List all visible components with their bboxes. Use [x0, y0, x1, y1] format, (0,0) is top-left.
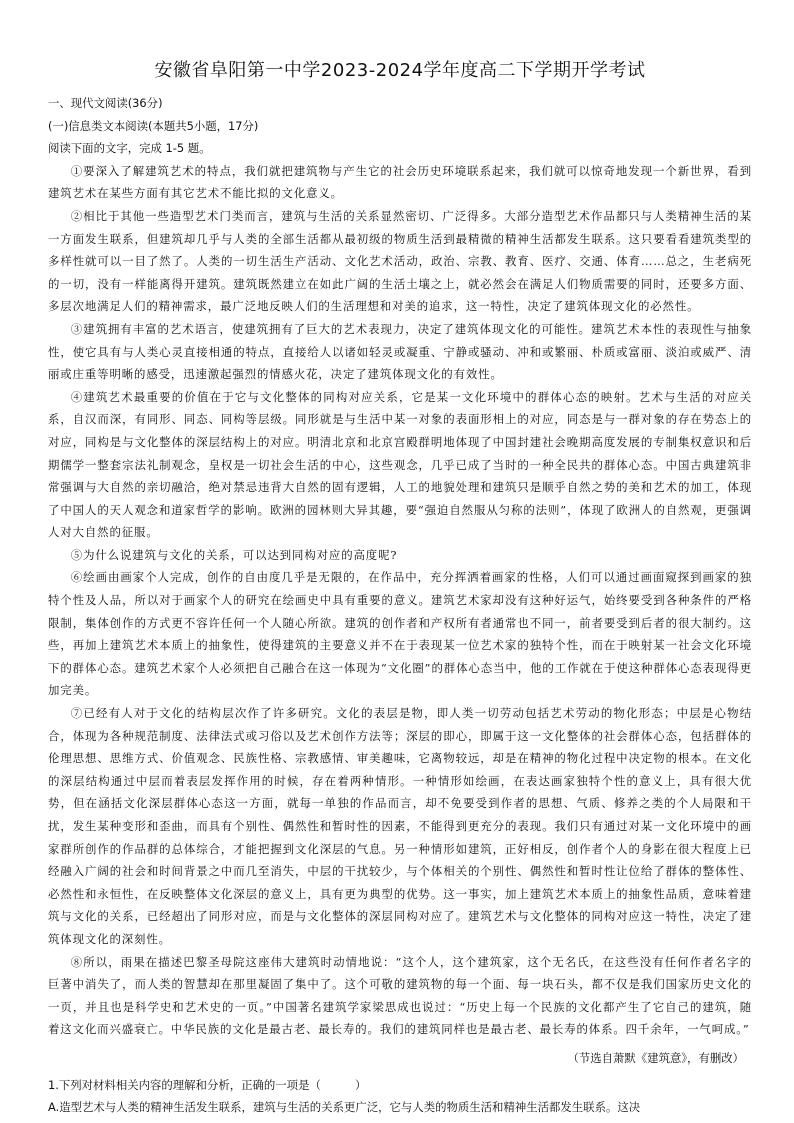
paragraph-6: ⑥绘画由画家个人完成，创作的自由度几乎是无限的，在作品中，充分挥洒着画家的性格，人们可以通过画面窥探到画家的独特个性及人品，所以对于画家个人的研究在绘画史中具有重要的意义。建筑艺术家却没有这种好运气，始终要受到各种条件的严格限制，集体创作的方式更不容许任何一个人随心所欲。建筑的创作者和产权所有者通常也不同一，前者要受到后者的很大制约。这些，再加上建筑艺术本质上的抽象性，使得建筑的主要意义并不在于表现某一位艺术家的独特个性，而在于映射某一社会文化环境下的群体心态。建筑艺术家个人必须把自己融合在这一体现为“文化圈”的群体心态当中，他的工作就在于使这种群体心态表现得更加完美。 — [48, 570, 752, 698]
paragraph-3: ③建筑拥有丰富的艺术语言，使建筑拥有了巨大的艺术表现力，决定了建筑体现文化的可能性。建筑艺术本性的表现性与抽象性，使它具有与人类心灵直接相通的特点，直接给人以诸如轻灵或凝重、宁静或骚动、冲和或繁丽、朴质或富丽、淡泊或威严、清丽或庄重等明晰的感受，迅速激起强烈的情感火花，决定了建筑体现文化的有效性。 — [48, 321, 752, 382]
question-1: 1.下列对材料相关内容的理解和分析，正确的一项是（ ） — [48, 1077, 367, 1092]
source-citation: （节选自萧默《建筑意》，有删改） — [567, 1050, 744, 1065]
paragraph-5: ⑤为什么说建筑与文化的关系，可以达到同构对应的高度呢? — [70, 547, 398, 562]
option-a: A.造型艺术与人类的精神生活发生联系，建筑与生活的关系更广泛，它与人类的物质生活和精神生活都发生联系。这决 — [48, 1100, 641, 1115]
paragraph-1: ①要深入了解建筑艺术的特点，我们就把建筑物与产生它的社会历史环境联系起来，我们就可以惊奇地发现一个新世界，看到建筑艺术在某些方面有其它艺术不能比拟的文化意义。 — [48, 163, 752, 201]
reading-instruction: 阅读下面的文字，完成 1-5 题。 — [48, 141, 211, 156]
paragraph-4: ④建筑艺术最重要的价值在于它与文化整体的同构对应关系，它是某一文化环境中的群体心态的映射。艺术与生活的对应关系，自汉而深，有同形、同态、同构等层级。同形就是与生活中某一对象的表面形相上的对应，同态是与一群对象的存在势态上的对应，同构是与文化整体的深层结构上的对应。明清北京和北京宫殿群明地体现了中国封建社会晚期高度发展的专制集权意识和后期儒学一整套宗法礼制观念，皇权是一切社会生活的中心，这些观念，几乎已成了当时的一种全民共的群体心态。中国古典建筑非常强调与大自然的亲切融洽，绝对禁忌违背大自然的固有逻辑，人工的地貌处理和建筑只是顺乎自然之势的美和艺术的加工，体现了中国人的天人观念和道家哲学的影响。欧洲的园林则大异其趣，要“强迫自然服从匀称的法则”，体现了欧洲人的自然观，更强调人对大自然的征服。 — [48, 389, 752, 540]
paragraph-2: ②相比于其他一些造型艺术门类而言，建筑与生活的关系显然密切、广泛得多。大部分造型艺术作品都只与人类精神生活的某一方面发生联系，但建筑却几乎与人类的全部生活都从最初级的物质生活到最精微的精神生活都发生联系。这只要看看建筑类型的多样性就可以一目了然了。人类的一切生活生产活动、文化艺术活动，政治、宗教、教育、医疗、交通、体育……总之，生老病死的一切，没有一样能离得开建筑。建筑既然建立在如此广阔的生活土壤之上，就必然会在满足人们物质需要的同时，还要多方面、多层次地满足人们的精神需求，最广泛地反映人们的生活理想和对美的追求，这一特性，决定了建筑体现文化的必然性。 — [48, 208, 752, 314]
paragraph-8: ⑧所以，雨果在描述巴黎圣母院这座伟大建筑时动情地说：“这个人，这个建筑家，这个无名氏，在这些没有任何作者名字的巨著中消失了，而人类的智慧却在那里凝固了集中了。这个可敬的建筑物的每一个面、每一块石头，都不仅是我们国家历史文化的一页，并且也是科学史和艺术史的一页。”中国著名建筑学家梁思成也说过：“历史上每一个民族的文化都产生了它自己的建筑，随着这文化而兴盛衰亡。中华民族的文化是最古老、最长寿的。我们的建筑同样也是最古老、最长寿的体系。四千余年，一气呵成。” — [48, 954, 752, 1037]
subsection-heading: (一)信息类文本阅读(本题共5小题，17分) — [48, 118, 259, 133]
section-heading: 一、现代文阅读(36分) — [48, 96, 163, 110]
page-title: 安徽省阜阳第一中学2023-2024学年度高二下学期开学考试 — [154, 60, 646, 81]
paragraph-7: ⑦已经有人对于文化的结构层次作了许多研究。文化的表层是物，即人类一切劳动包括艺术劳动的物化形态；中层是心物结合，体现为各种规范制度、法律法式或习俗以及艺术创作方法等；深层的即心，即属于这一文化整体的社会群体心态，包括群体的伦理思想、思维方式、价值观念、民族性格、宗教感情、审美趣味，它离物较远，却是在精神的物化过程中决定物的根本。在文化的深层结构通过中层而着表层发挥作用的时候，存在着两种情形。一种情形如绘画，在表达画家独特个性的意义上，具有很大优势，但在涵括文化深层群体心态这一方面，就每一单独的作品而言，却不免要受到作者的思想、气质、修养之类的个人局限和干扰，发生某种变形和歪曲，而具有个别性、偶然性和暂时性的因素，不能得到更充分的表现。我们只有通过对某一文化环境中的画家群所创作的作品群的总体综合，才能把握到文化深层的气息。另一种情形如建筑，正好相反，创作者个人的身影在很大程度上已经融入广阔的社会和时间背景之中而几至消失，中层的干扰较少，与个体相关的个别性、偶然性和暂时性让位给了群体的整体性、必然性和永恒性，在反映整体文化深层的意义上，具有更为典型的优势。这一事实，加上建筑艺术本质上的抽象性品质，意味着建筑与文化的关系，已经超出了同形对应，而是与文化整体的深层同构对应了。建筑艺术与文化整体的同构对应这一特性，决定了建筑体现文化的深刻性。 — [48, 706, 752, 946]
